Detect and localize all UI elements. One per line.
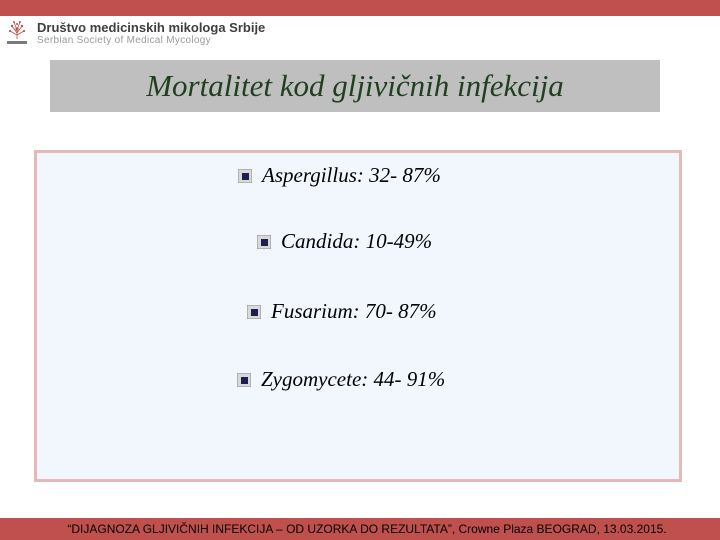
list-item [238,163,441,188]
list-item [257,229,432,254]
list-item [237,367,445,392]
slide-title: Mortalitet kod gljivičnih infekcija [146,68,564,103]
list-item-text: Zygomycete: 44- 91% [261,367,446,391]
content-box [34,150,682,482]
footer-bar [0,518,720,540]
list-item-text: Aspergillus: 32- 87% [262,163,441,187]
organization-subtitle: Serbian Society of Medical Mycology [37,35,211,46]
organization-name: Društvo medicinskih mikologa Srbije [37,20,266,35]
header-bar [0,0,720,16]
square-bullet-icon [247,305,261,319]
society-logo-icon [3,17,31,47]
list-item-text: Fusarium: 70- 87% [271,299,437,323]
footer-text: “DIJAGNOZA GLJIVIČNIH INFEKCIJA – OD UZORKA DO REZULTATA”, Crowne Plaza BEOGRAD, 13.03.2015. [67,522,667,536]
slide-title-box [50,60,660,112]
square-bullet-icon [257,235,271,249]
square-bullet-icon [238,169,252,183]
list-item-text: Candida: 10-49% [281,229,433,253]
square-bullet-icon [237,373,251,387]
list-item [247,299,437,324]
